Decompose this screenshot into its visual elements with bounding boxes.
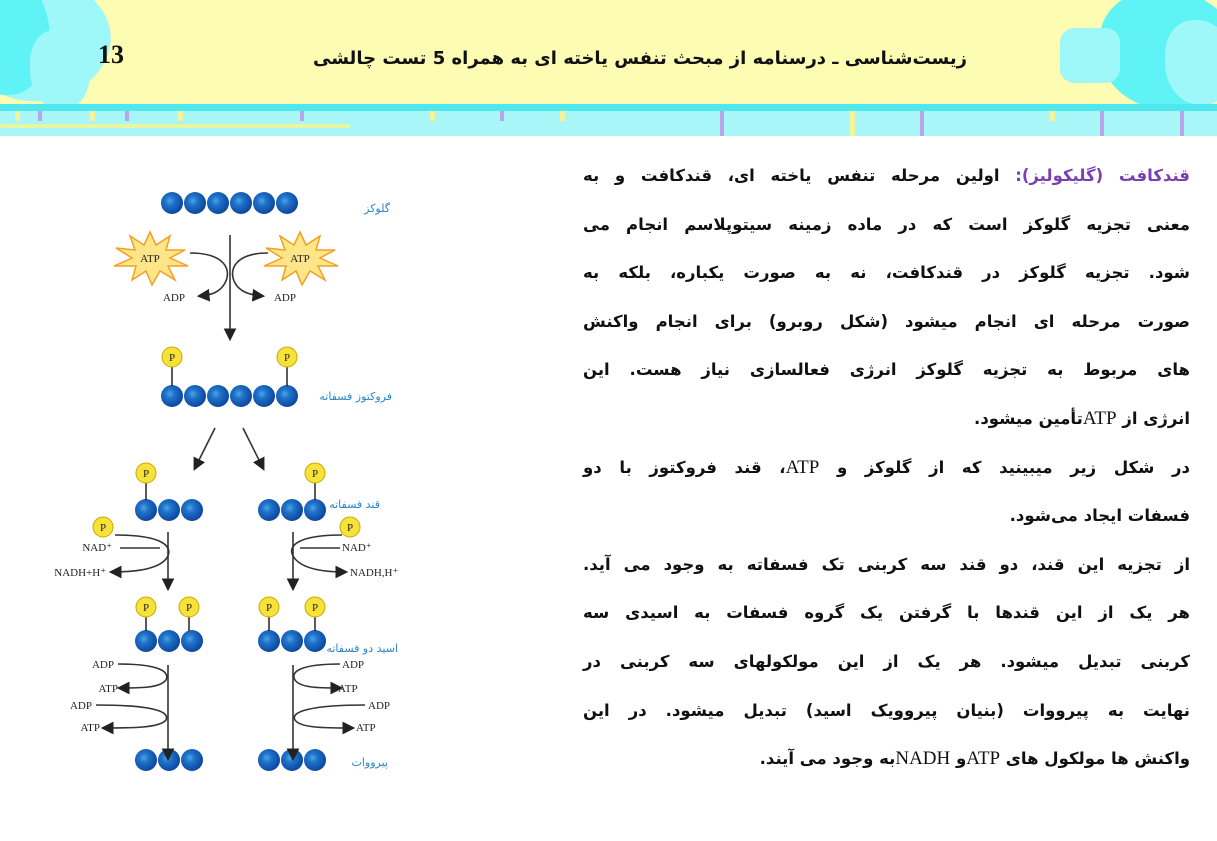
carbon-atom — [207, 192, 229, 214]
text-line: انرژی از ATPتأمین میشود. — [974, 407, 1190, 429]
text-line: واکنش ها مولکول های ATPو NADHبه وجود می آیند. — [759, 748, 1190, 770]
carbon-atom — [135, 630, 157, 652]
nadh-label: NADH+H⁺ — [54, 567, 106, 579]
atp-label: ATP — [98, 683, 118, 695]
text-line: فسفات ایجاد می‌شود. — [1009, 506, 1190, 526]
adp-label: ADP — [162, 292, 186, 304]
glucose-label: گلوکز — [364, 202, 390, 215]
carbon-atom — [281, 749, 303, 771]
atp-label: ATP — [80, 722, 100, 734]
sugar-phosphate-label: قند فسفاته — [329, 498, 380, 511]
svg-text:P: P — [99, 522, 107, 534]
header-stripe — [0, 104, 1217, 136]
adp-label: ADP — [91, 659, 114, 671]
carbon-atom — [158, 499, 180, 521]
svg-text:P: P — [142, 468, 150, 480]
nad-label: NAD⁺ — [82, 542, 112, 554]
carbon-atom — [161, 385, 183, 407]
carbon-atom — [304, 749, 326, 771]
carbon-atom — [230, 385, 252, 407]
adp-label: ADP — [273, 292, 297, 304]
carbon-atom — [181, 630, 203, 652]
carbon-atom — [207, 385, 229, 407]
svg-text:P: P — [168, 352, 176, 364]
text-line: نهایت به پیرووات (بنیان پیروویک اسید) تبدیل میشود. در این — [583, 700, 1190, 720]
pyruvate-label: پیرووات — [351, 756, 388, 769]
carbon-atom — [230, 192, 252, 214]
carbon-atom — [158, 749, 180, 771]
atp-starburst-left — [114, 232, 188, 285]
adp-label: ADP — [69, 700, 92, 712]
diphosphate-acid-label: اسید دو فسفاته — [326, 642, 398, 655]
body-text — [583, 152, 1190, 784]
carbon-atom — [161, 192, 183, 214]
svg-text:P: P — [185, 602, 193, 614]
carbon-atom — [258, 630, 280, 652]
atp-label: ATP — [338, 683, 358, 695]
atp-label: ATP — [290, 253, 310, 265]
section-heading: قندکافت (گلیکولیز): — [1015, 166, 1190, 185]
carbon-atom — [184, 385, 206, 407]
atp-starburst-right — [264, 232, 338, 285]
text-line: هر یک از این قندها با گرفتن یک گروه فسفات به اسیدی سه — [583, 603, 1190, 623]
svg-text:P: P — [311, 602, 319, 614]
carbon-atom — [184, 192, 206, 214]
carbon-atom — [253, 385, 275, 407]
carbon-atom — [281, 499, 303, 521]
nad-label: NAD⁺ — [342, 542, 372, 554]
carbon-atom — [135, 499, 157, 521]
text-line: معنی تجزیه گلوکز است که در ماده زمینه سیتوپلاسم انجام می — [583, 214, 1190, 234]
carbon-atom — [276, 192, 298, 214]
fructose-phosphate-label: فروکتوز فسفاته — [319, 390, 392, 403]
carbon-atom — [181, 749, 203, 771]
text-line: در شکل زیر میبینید که از گلوکز و ATP، قند فروکتوز با دو — [583, 456, 1190, 478]
carbon-atom — [304, 630, 326, 652]
glycolysis-diagram — [0, 150, 420, 790]
page-number: 13 — [98, 40, 124, 69]
text-line: شود. تجزیه گلوکز در قندکافت، نه به صورت یکباره، بلکه به — [583, 263, 1190, 283]
carbon-atom — [258, 499, 280, 521]
adp-label: ADP — [368, 700, 391, 712]
text-line: های مربوط به تجزیه گلوکز انرژی فعالسازی نیاز هست. این — [583, 360, 1190, 380]
text-line: صورت مرحله ای انجام میشود (شکل روبرو) برای انجام واکنش — [583, 311, 1190, 331]
svg-text:P: P — [283, 352, 291, 364]
carbon-atom — [158, 630, 180, 652]
atp-label: ATP — [356, 722, 376, 734]
svg-text:P: P — [265, 602, 273, 614]
svg-text:P: P — [346, 522, 354, 534]
carbon-atom — [276, 385, 298, 407]
carbon-atom — [258, 749, 280, 771]
carbon-atom — [181, 499, 203, 521]
carbon-atom — [281, 630, 303, 652]
svg-text:P: P — [142, 602, 150, 614]
carbon-atom — [304, 499, 326, 521]
text-line: قندکافت (گلیکولیز): اولین مرحله تنفس یاخته ای، قندکافت و به — [583, 166, 1190, 185]
page-title: زیست‌شناسی ـ درسنامه از مبحث تنفس یاخته ای به همراه 5 تست چالشی — [313, 48, 967, 69]
adp-label: ADP — [342, 659, 365, 671]
nadh-label: NADH,H⁺ — [350, 567, 399, 579]
atp-label: ATP — [140, 253, 160, 265]
page-header — [0, 0, 1217, 106]
carbon-atom — [253, 192, 275, 214]
svg-text:P: P — [311, 468, 319, 480]
text-line: از تجزیه این قند، دو قند سه کربنی تک فسفاته به وجود می آید. — [583, 554, 1190, 574]
text-line: کربنی تبدیل میشود. هر یک از این مولکولهای سه کربنی در — [583, 651, 1190, 671]
carbon-atom — [135, 749, 157, 771]
decorative-blob — [1060, 28, 1120, 83]
